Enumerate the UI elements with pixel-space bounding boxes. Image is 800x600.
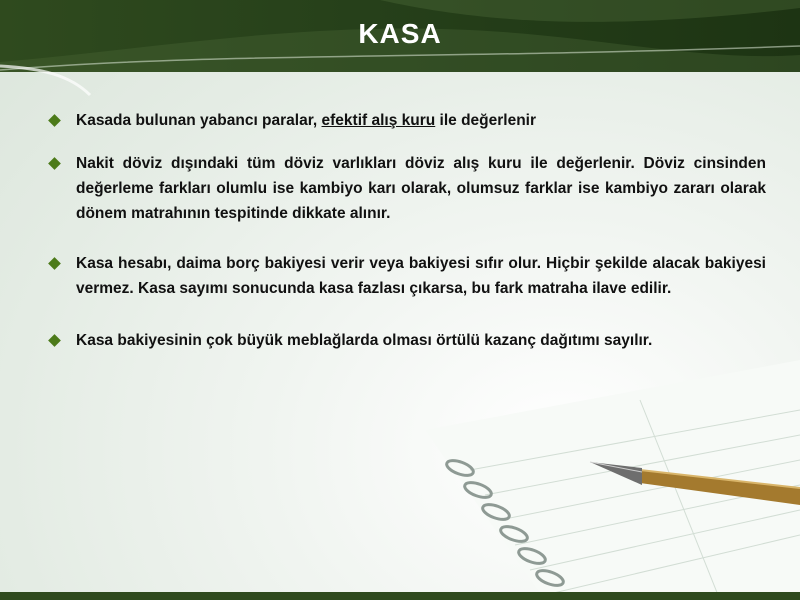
bottom-bar [0, 592, 800, 600]
diamond-bullet-icon [48, 257, 61, 270]
bullet-item [50, 251, 766, 301]
diamond-bullet-icon [48, 334, 61, 347]
underlined-term: efektif alış kuru [321, 112, 436, 129]
bullet-item [50, 108, 766, 133]
bullet-text: Kasa hesabı, daima borç bakiyesi verir veya bakiyesi sıfır olur. Hiçbir şekilde alacak bakiyesi vermez. Kasa sayımı sonucunda kasa fazlası çıkarsa, bu fark matraha ilave edilir. [76, 255, 766, 297]
diamond-bullet-icon [48, 114, 61, 127]
diamond-bullet-icon [48, 157, 61, 170]
slide-title: KASA [358, 18, 442, 49]
bullet-text-suffix: ile değerlenir [435, 112, 537, 129]
bullet-list [50, 108, 766, 353]
bullet-item [50, 328, 766, 353]
bullet-text-prefix: Kasada bulunan yabancı paralar, [76, 112, 322, 129]
bullet-item [50, 151, 766, 226]
bullet-text: Nakit döviz dışındaki tüm döviz varlıkları döviz alış kuru ile değerlenir. Döviz cinsinden değerleme farkları olumlu ise kambiyo karı olarak, olumsuz farklar ise kambiyo zararı olarak dönem matrahının tespitinde dikkate alınır. [76, 155, 766, 222]
bullet-text: Kasa bakiyesinin çok büyük meblağlarda olması örtülü kazanç dağıtımı sayılır. [76, 332, 653, 349]
pen-icon [590, 462, 800, 505]
title-bar [0, 0, 800, 72]
